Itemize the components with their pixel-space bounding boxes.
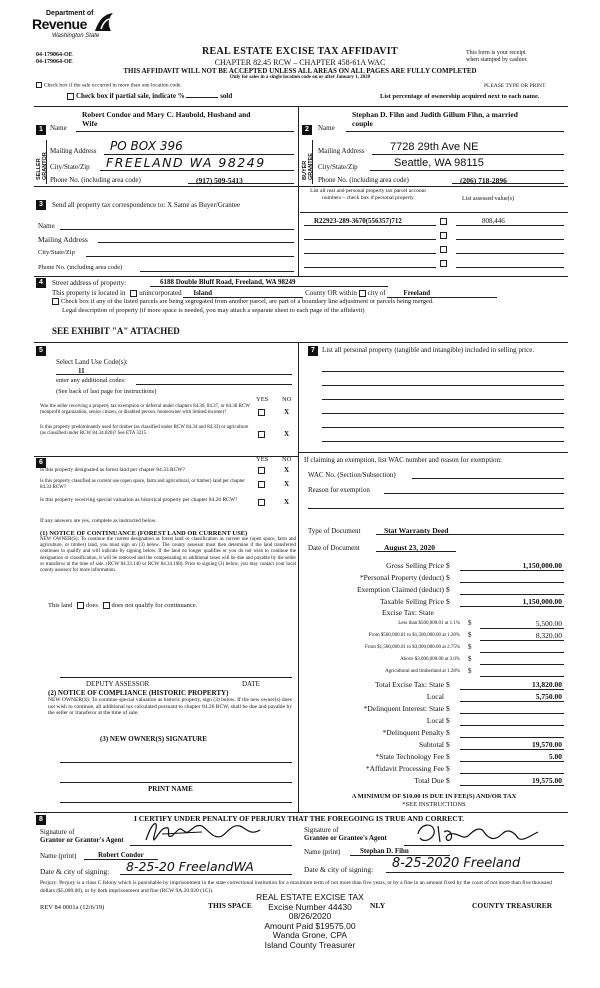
taxable-value: 1,150,000.00: [522, 597, 562, 606]
doc-type-value: Stat Warranty Deed: [384, 526, 449, 535]
s3-name-label: Name: [38, 222, 55, 230]
perjury-statement: Perjury: Perjury is a class C felony which is punishable by imprisonment in the state correctional institution for a maximum term of not more than five years, or by a fine in an amount fixed by the court of not more than five thousand dollars ($5,000.00), or by both imprisonment and fine (RCW 9A.20.020 (1C)).: [40, 880, 552, 894]
form-subtitle: CHAPTER 82.45 RCW – CHAPTER 458-61A WAC: [214, 58, 386, 67]
affidavit-fee-label: *Affidavit Processing Fee: [365, 764, 444, 773]
parcel-1-checkbox[interactable]: [440, 218, 447, 225]
location-row: [52, 289, 497, 298]
this-space-label: THIS SPACE: [208, 901, 252, 910]
section-7-badge: 7: [308, 346, 318, 356]
buyer-mailing-label: Mailing Address: [318, 147, 365, 155]
s5-question-1: Was the seller receiving a property tax exemption or deferral under chapters 84.36, 84.37, or 84.38 RCW (nonprofit organization, senior citizen, or disabled person, homeowner with limited income)?: [40, 404, 250, 415]
stamp-line-3: 08/26/2020: [288, 911, 332, 921]
this-land-label: This land: [48, 602, 73, 609]
partial-sale-row: [67, 92, 232, 100]
exemption-claim-label: If claiming an exemption, list WAC number and reason for exemption:: [304, 456, 502, 464]
total-due-value: 19,575.00: [532, 776, 562, 785]
tech-fee-dollar: $: [446, 752, 450, 761]
form-code-2: 04-179064-OE: [36, 59, 73, 65]
located-label: This property is located in: [52, 289, 126, 297]
s6-q1-yes-box[interactable]: [258, 467, 265, 474]
seller-name-line-1: Robert Condor and Mary C. Haubold, Husband and: [82, 110, 251, 119]
grantee-date-value: 8-25-2020 Freeland: [392, 856, 521, 871]
county-treasurer-label: COUNTY TREASURER: [472, 901, 553, 910]
county-value: Island: [183, 289, 303, 298]
buyer-name-line-2: couple: [352, 119, 373, 128]
seller-city-label: City/State/Zip: [50, 163, 90, 171]
parcel-2-checkbox[interactable]: [440, 232, 447, 239]
grantor-date-label: Date & city of signing:: [40, 867, 110, 876]
parcel-3-checkbox[interactable]: [440, 246, 447, 253]
segregated-row: [52, 298, 434, 305]
s6-yes-header: YES: [256, 456, 269, 463]
logo-revenue-text: Revenue: [32, 16, 87, 32]
s5-no-header: NO: [282, 396, 292, 403]
partial-sale-checkbox[interactable]: [67, 93, 74, 100]
personal-property-label: List all personal property (tangible and intangible) included in selling price.: [322, 346, 535, 354]
wac-label: WAC No. (Section/Subsection): [308, 471, 396, 479]
section-1-badge: 1: [36, 125, 46, 135]
county-or-label: County OR within: [305, 289, 357, 297]
stamp-line-5: Wanda Grone, CPA: [272, 930, 348, 940]
land-use-value: 11: [78, 367, 85, 375]
tier-2-label: From $500,000.01 to $1,500,000.00 at 1.28%: [368, 633, 460, 638]
grantor-sig-label-2: Grantor or Grantor's Agent: [40, 836, 124, 844]
city-of-label: city of: [367, 289, 386, 297]
s3-mailing-label: Mailing Address: [38, 235, 88, 244]
subtotal-value: 19,570.00: [532, 740, 562, 749]
tier-4-label: Above $3,000,000.00 at 3.0%: [400, 657, 460, 662]
stamp-line-1: REAL ESTATE EXCISE TAX: [256, 892, 364, 902]
buyer-mailing-value: 7728 29th Ave NE: [390, 141, 479, 153]
stamp-line-2: Excise Number 44430: [268, 901, 352, 912]
legal-desc-label: Legal description of property (if more space is needed, you may attach a separate sheet to each page of the affidavit): [62, 307, 365, 314]
local-2-dollar: $: [446, 716, 450, 725]
s5-q1-answer: X: [284, 408, 290, 416]
s3-city-label: City/State/Zip: [38, 249, 75, 256]
tier-2-dollar: $: [468, 631, 472, 639]
grantee-signature: [410, 818, 550, 848]
form-code-1: 04-179064-OE: [36, 52, 73, 58]
ownership-note: List percentage of ownership acquired next to each name.: [380, 93, 540, 100]
unincorporated-label: unincorporated: [139, 289, 182, 297]
delinquent-interest-label: *Delinquent Interest: State: [363, 704, 444, 713]
s6-q3-answer: X: [284, 498, 290, 506]
gross-dollar: $: [446, 561, 450, 570]
seller-name-line-2: Wife: [82, 119, 98, 128]
street-value: 6188 Double Bluff Road, Freeland, WA 98249: [160, 278, 296, 286]
form-title: REAL ESTATE EXCISE TAX AFFIDAVIT: [202, 46, 398, 57]
certify-statement: I CERTIFY UNDER PENALTY OF PERJURY THAT THE FOREGOING IS TRUE AND CORRECT.: [134, 814, 465, 823]
gross-value: 1,150,000.00: [522, 561, 562, 570]
s6-q2-yes-box[interactable]: [258, 481, 265, 488]
subtotal-label: Subtotal: [418, 740, 444, 749]
segregated-checkbox[interactable]: [52, 298, 59, 305]
dor-logo: [30, 10, 122, 46]
grantor-print-value: Robert Condor: [98, 851, 144, 859]
tax-calculation: [300, 560, 568, 800]
seller-mailing-label: Mailing Address: [50, 147, 97, 155]
seller-city-value: FREELAND WA 98249: [106, 155, 266, 170]
section-8-badge: 8: [36, 815, 46, 825]
s6-question-1: Is this property designated as forest land per chapter 84.33 RCW?: [40, 467, 185, 473]
tier-1-value: 5,500.00: [535, 619, 562, 628]
multi-location-label: Check box if the sale occurred in more than one location code.: [44, 82, 182, 89]
buyer-side-label: BUYER GRANTEE: [302, 153, 314, 180]
exemption-deduct-label: Exemption Claimed (deduct): [356, 585, 444, 594]
multi-location-row: [36, 82, 182, 88]
assessed-1-value: 808,446: [482, 217, 505, 225]
additional-codes-label: enter any additional codes:: [56, 377, 126, 384]
s6-no-header: NO: [282, 456, 292, 463]
new-owner-signature-label: (3) NEW OWNER(S) SIGNATURE: [100, 735, 207, 743]
logo-state-text: Washington State: [52, 33, 100, 39]
local-value: 5,750.00: [535, 692, 562, 701]
total-due-label: Total Due: [414, 776, 444, 785]
personal-dollar: $: [446, 573, 450, 582]
tier-4-dollar: $: [468, 655, 472, 663]
interest-dollar: $: [446, 704, 450, 713]
partial-sale-label: Check box if partial sale, indicate %: [76, 92, 185, 100]
seller-phone-value: (917) 509-5413: [196, 176, 243, 185]
tier-3-dollar: $: [468, 643, 472, 651]
subtotal-dollar: $: [446, 740, 450, 749]
correspondence-label: Send all property tax correspondence to: X Same as Buyer/Grantee: [52, 201, 240, 209]
land-use-label: Select Land Use Code(s):: [56, 358, 128, 366]
total-state-dollar: $: [446, 680, 450, 689]
s6-if-yes: If any answers are yes, complete as instructed below.: [40, 518, 157, 524]
receipt-note-1: This form is your receipt: [466, 50, 526, 56]
buyer-phone-label: Phone No. (including area code): [318, 176, 409, 184]
total-due-dollar: $: [446, 776, 450, 785]
receipt-note-2: when stamped by cashier.: [466, 57, 528, 63]
grantee-print-label: Name (print): [304, 848, 341, 856]
logo-mark-icon: [93, 11, 115, 33]
logo-dept-text: Department of: [46, 10, 94, 17]
tier-5-dollar: $: [468, 667, 472, 675]
total-state-label: Total Excise Tax: State: [374, 680, 444, 689]
seller-mailing-value: PO BOX 396: [110, 139, 183, 153]
deputy-assessor-label: DEPUTY ASSESSOR: [86, 680, 150, 688]
stamp-line-4: Amount Paid $19575.00: [264, 920, 356, 931]
s5-q1-yes-box[interactable]: [258, 409, 265, 416]
buyer-name-label: Name: [318, 124, 335, 132]
s6-q3-yes-box[interactable]: [258, 499, 265, 506]
notice2-body: NEW OWNER(S): To continue special valuation as historic property, sign (3) below. If the new owner(s) does not wish to continue, all additional tax calculated pursuant to chapter 84.26 RCW, shall be due and payable by the seller or transferor at the time of sale.: [48, 697, 292, 716]
s6-question-3: Is this property receiving special valuation as historical property per chapter 84.26 RCW?: [40, 497, 238, 503]
s3-phone-label: Phone No. (including area code): [38, 264, 123, 271]
grantor-signature: [142, 818, 272, 846]
land-does-label: does: [86, 602, 98, 609]
taxable-label: Taxable Selling Price: [379, 597, 444, 606]
section-3-badge: 3: [36, 200, 46, 210]
doc-date-value: August 23, 2020: [384, 543, 436, 552]
treasurer-stamp: [230, 893, 390, 950]
doc-type-label: Type of Document: [308, 527, 361, 535]
total-state-value: 13,820.00: [532, 680, 562, 689]
tech-fee-value: 5.00: [548, 752, 562, 761]
see-instructions-note: *SEE INSTRUCTIONS: [402, 801, 466, 808]
multi-location-checkbox[interactable]: [36, 82, 42, 88]
minimum-due-note: A MINIMUM OF $10.00 IS DUE IN FEE(S) AND/OR TAX: [351, 793, 517, 800]
tier-1-label: Less than $500,000.01 at 1.1%: [398, 621, 460, 626]
parcel-4-checkbox[interactable]: [440, 260, 447, 267]
parcel-header: List all real and personal property tax parcel account numbers – check box if personal property: [310, 188, 426, 201]
notice2-title: (2) NOTICE OF COMPLIANCE (HISTORIC PROPERTY): [48, 689, 229, 697]
grantee-sig-label-2: Grantee or Grantee's Agent: [304, 834, 387, 842]
buyer-phone-value: (206) 718-2896: [460, 176, 507, 185]
completion-warning: THIS AFFIDAVIT WILL NOT BE ACCEPTED UNLESS ALL AREAS ON ALL PAGES ARE FULLY COMPLETED: [123, 67, 477, 75]
form-revision: REV 84 0001a (12/6/19): [40, 904, 105, 911]
exhibit-label: SEE EXHIBIT "A" ATTACHED: [52, 326, 180, 336]
partial-sale-sold: sold: [220, 92, 233, 100]
exemption-dollar: $: [446, 585, 450, 594]
parcel-1-value: R22923-289-3670(556357)712: [314, 217, 402, 225]
s6-q2-answer: X: [284, 480, 290, 488]
s5-q2-yes-box[interactable]: [258, 431, 265, 438]
s5-yes-header: YES: [256, 396, 269, 403]
segregated-label: Check box if any of the listed parcels are being segregated from another parcel, are part of a boundary line adjustment or parcels being merged.: [61, 298, 434, 305]
section-6-badge: 6: [36, 458, 46, 468]
excise-state-label: Excise Tax: State: [382, 608, 434, 617]
s5-q2-answer: X: [284, 430, 290, 438]
section-2-badge: 2: [302, 125, 312, 135]
s5-question-2: Is this property predominantly used for timber (as classified under RCW 84.34 and 84.33) or agriculture (as classified under RCW 84.34.020)? See ETA 3215: [40, 425, 249, 436]
tier-3-label: From $1,500,000.01 to $3,000,000.00 at 2.75%: [365, 645, 460, 650]
gross-label: Gross Selling Price: [386, 561, 444, 570]
section-5-badge: 5: [36, 346, 46, 356]
tier-5-label: Agricultural and timberland at 1.28%: [385, 669, 460, 674]
notice1-title: (1) NOTICE OF CONTINUANCE (FOREST LAND OR CURRENT USE): [40, 530, 248, 537]
print-name-label: PRINT NAME: [148, 785, 193, 793]
local-2-label: Local: [426, 716, 444, 725]
assessor-date-label: DATE: [242, 680, 260, 688]
see-back-label: (See back of last page for instructions): [56, 388, 157, 395]
city-checkbox[interactable]: [359, 290, 366, 297]
tech-fee-label: *State Technology Fee: [375, 752, 444, 761]
buyer-city-value: Seattle, WA 98115: [394, 157, 484, 169]
local-label: Local: [426, 692, 444, 701]
seller-phone-label: Phone No. (including area code): [50, 176, 141, 184]
please-type-label: PLEASE TYPE OR PRINT: [484, 83, 546, 89]
exemption-reason-label: Reason for exemption: [308, 486, 370, 494]
land-does-not-checkbox[interactable]: [103, 602, 110, 609]
buyer-city-label: City/State/Zip: [318, 163, 358, 171]
location-note: Only for sales in a single location code on or after January 1, 2020: [229, 75, 371, 80]
grantor-date-value: 8-25-20 FreelandWA: [126, 859, 254, 874]
grantor-sig-label-1: Signature of: [40, 828, 75, 836]
grantee-sig-label-1: Signature of: [304, 826, 339, 834]
assessed-header: List assessed value(s): [462, 196, 514, 202]
seller-name-label: Name: [50, 124, 67, 132]
delinquent-penalty-label: *Delinquent Penalty: [382, 728, 444, 737]
stamp-line-6: Island County Treasurer: [264, 939, 356, 950]
land-qualify-row: [48, 602, 197, 609]
affidavit-fee-dollar: $: [446, 764, 450, 773]
s6-question-2: Is this property classified as current use (open space, farm and agricultural, or timber) land per chapter 84.34 RCW?: [40, 479, 245, 490]
taxable-dollar: $: [446, 597, 450, 606]
land-does-not-label: does not qualify for continuance.: [111, 602, 198, 609]
land-does-checkbox[interactable]: [77, 602, 84, 609]
section-4-badge: 4: [36, 278, 46, 288]
unincorporated-checkbox[interactable]: [130, 290, 137, 297]
tier-1-dollar: $: [468, 619, 472, 627]
notice1-body: NEW OWNER(S): To continue the current designation as forest land or classification as current use (open space, farm and agriculture, or timber) land, you must sign on (3) below. The county assessor must then determine if the land transferred continues to qualify and will indicate by signing below. If the land no longer qualifies or you do not wish to continue the designation or classification, it will be removed and the compensating or additional taxes will be due and payable by the seller or transferor at the time of sale. (RCW 84.33.140 or RCW 84.34.108). Prior to signing (3) below, you may contact your local county assessor for more information.: [40, 537, 296, 574]
s6-q1-answer: X: [284, 466, 290, 474]
city-value: Freeland: [387, 289, 497, 298]
doc-date-label: Date of Document: [308, 544, 360, 552]
personal-property-deduct-label: *Personal Property (deduct): [359, 573, 444, 582]
tier-2-value: 8,320.00: [535, 631, 562, 640]
grantor-print-label: Name (print): [40, 852, 77, 860]
only-label: NLY: [370, 901, 386, 910]
buyer-name-line-1: Stephan D. Fihn and Judith Gillum Fihn, a married: [352, 110, 518, 119]
grantee-print-value: Stephan D. Fihn: [360, 847, 409, 855]
street-label: Street address of property:: [52, 279, 127, 287]
grantee-date-label: Date & city of signing:: [304, 865, 374, 874]
seller-side-label: SELLER GRANTOR: [36, 152, 48, 180]
penalty-dollar: $: [446, 728, 450, 737]
